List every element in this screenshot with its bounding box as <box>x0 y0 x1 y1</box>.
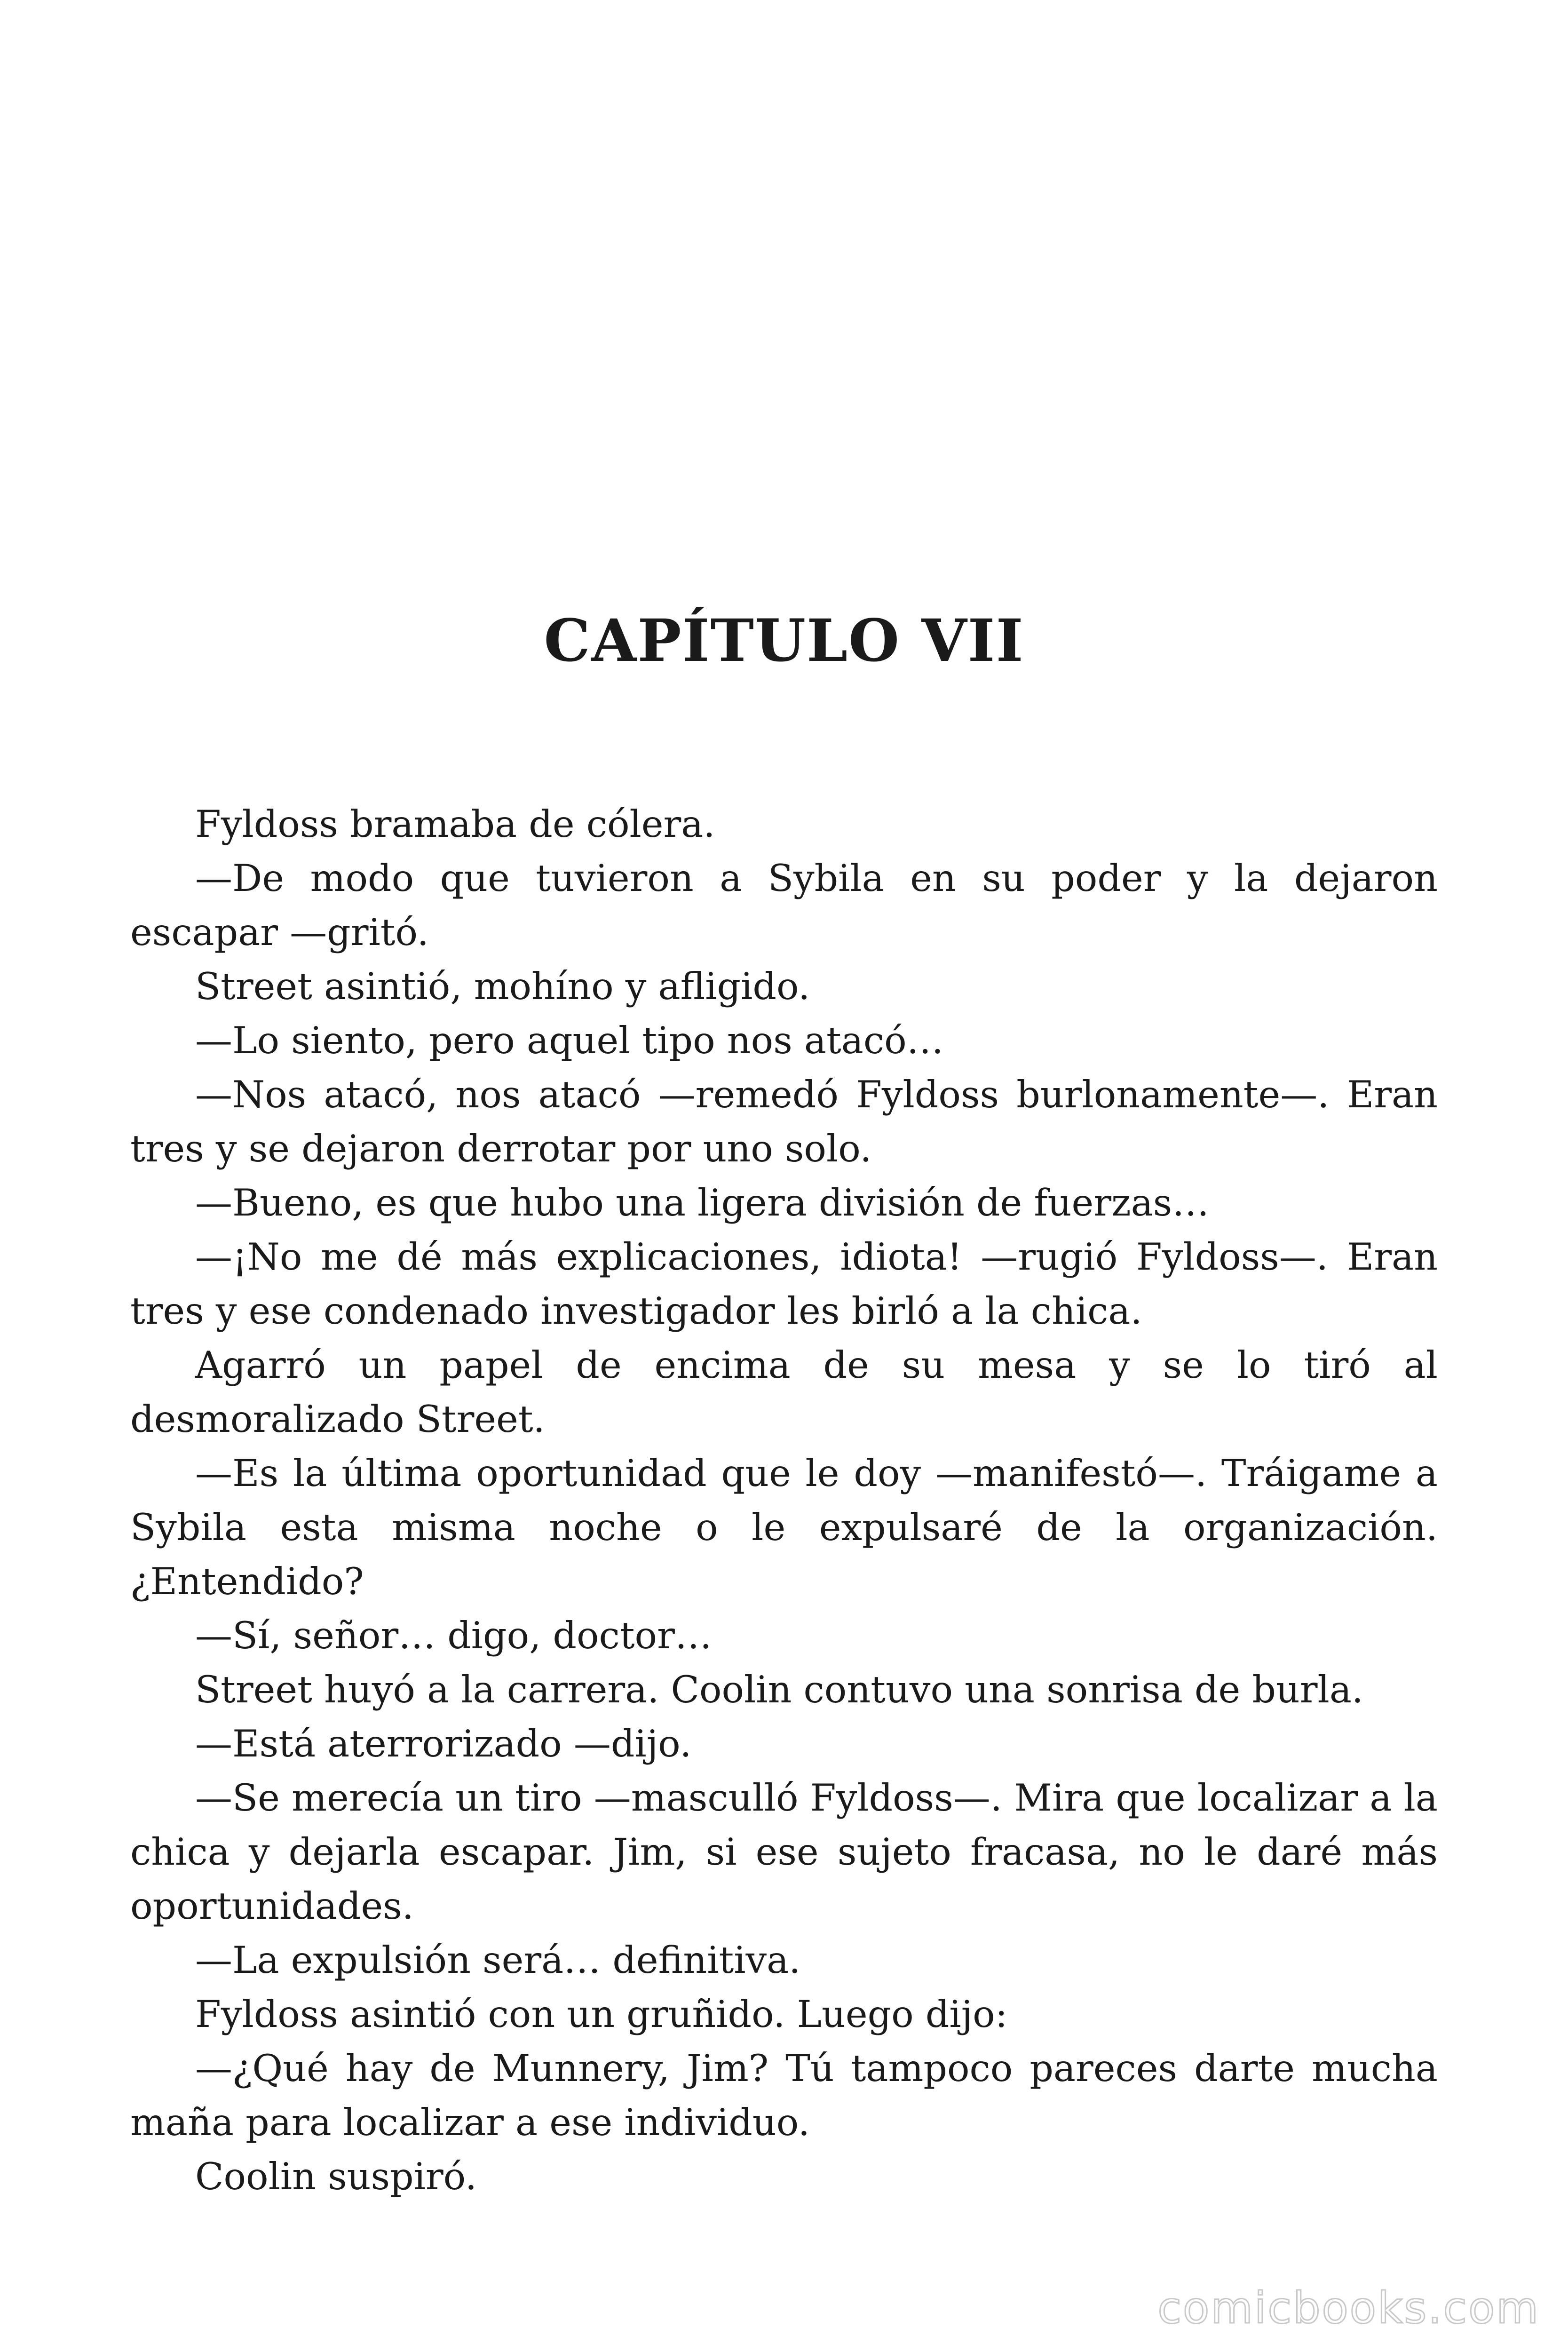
paragraph: —La expulsión será… definitiva. <box>195 1939 801 1982</box>
paragraph: —Sí, señor… digo, doctor… <box>195 1614 712 1657</box>
paragraph: —Se merecía un tiro —masculló Fyldoss—. Mira que localizar a la chica y dejarla escapar. Jim, si ese sujeto fracasa, no le daré más oportunidades. <box>130 1776 1438 1928</box>
paragraph: —Lo siento, pero aquel tipo nos atacó… <box>195 1019 944 1062</box>
paragraph: Fyldoss bramaba de cólera. <box>195 803 715 846</box>
paragraph: —Nos atacó, nos atacó —remedó Fyldoss burlonamente—. Eran tres y se dejaron derrotar por uno solo. <box>130 1073 1438 1170</box>
paragraph: Agarró un papel de encima de su mesa y se lo tiró al desmoralizado Street. <box>130 1343 1438 1441</box>
paragraph: —Bueno, es que hubo una ligera división de fuerzas… <box>195 1181 1210 1224</box>
watermark: comicbooks.com <box>1157 2283 1540 2333</box>
paragraph: —Está aterrorizado —dijo. <box>195 1722 692 1765</box>
paragraph: Coolin suspiró. <box>195 2155 477 2198</box>
paragraph: —¿Qué hay de Munnery, Jim? Tú tampoco pareces darte mucha maña para localizar a ese individuo. <box>130 2047 1438 2144</box>
paragraph: Street huyó a la carrera. Coolin contuvo una sonrisa de burla. <box>195 1668 1364 1711</box>
paragraph: —¡No me dé más explicaciones, idiota! —rugió Fyldoss—. Eran tres y ese condenado investigador les birló a la chica. <box>130 1235 1438 1333</box>
chapter-body <box>130 797 1438 2204</box>
paragraph: Street asintió, mohíno y afligido. <box>195 965 810 1008</box>
paragraph: —De modo que tuvieron a Sybila en su poder y la dejaron escapar —gritó. <box>130 857 1438 954</box>
paragraph: —Es la última oportunidad que le doy —manifestó—. Tráigame a Sybila esta misma noche o le expulsaré de la organización. ¿Entendido? <box>130 1452 1438 1603</box>
chapter-title: CAPÍTULO VII <box>544 607 1024 675</box>
paragraph: Fyldoss asintió con un gruñido. Luego dijo: <box>195 1993 1008 2036</box>
